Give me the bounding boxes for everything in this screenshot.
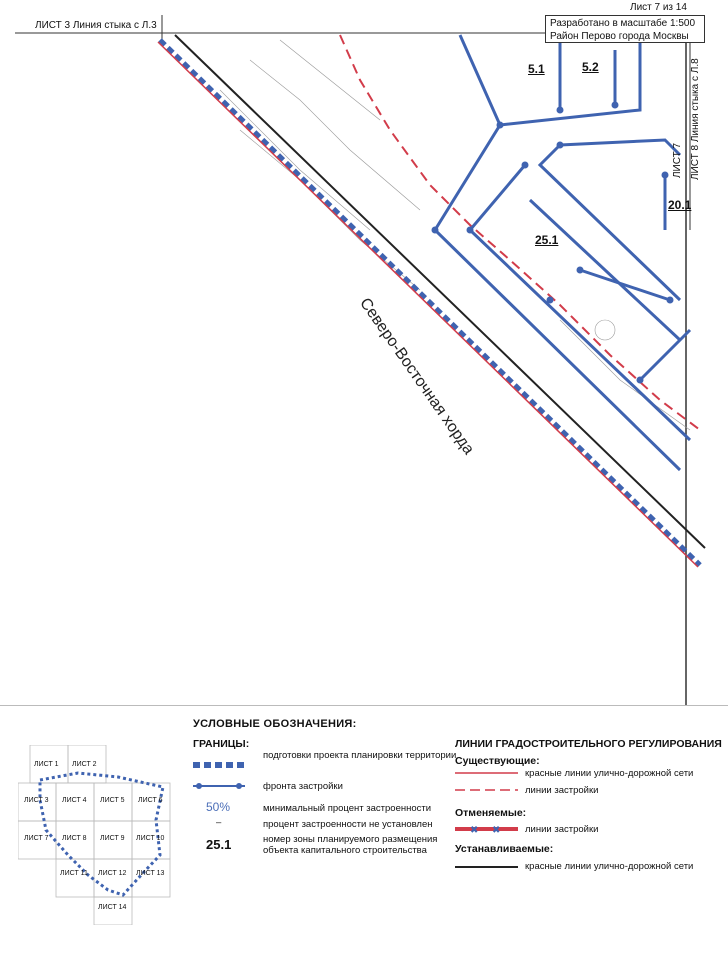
legend-zone-value: 25.1 [206, 837, 232, 852]
cancelled-building-line [158, 42, 698, 567]
legend-building-lines-text: линии застройки [525, 785, 599, 796]
mini-cell-1: ЛИСТ 1 [34, 761, 59, 768]
cancelled-head: Отменяемые: [455, 807, 527, 819]
legend-percent-text: минимальный процент застроенности [263, 803, 432, 814]
planning-boundary [160, 40, 700, 565]
mini-cell-2: ЛИСТ 2 [72, 761, 97, 768]
zone-5-2: 5.2 [582, 60, 599, 74]
legend-cancelled-text: линии застройки [525, 824, 599, 835]
right-joint-label: ЛИСТ 8 Линия стыка с Л.8 [690, 58, 701, 180]
existing-building-line [340, 35, 700, 430]
mini-cell-13: ЛИСТ 13 [136, 870, 165, 877]
existing-head: Существующие: [455, 755, 540, 767]
legend-front-text: фронта застройки [263, 781, 343, 792]
legend-red-lines-text: красные линии улично-дорожной сети [525, 768, 694, 779]
legend-dash-value: – [216, 817, 222, 828]
legend-percent-value: 50% [206, 800, 231, 814]
page-number: Лист 7 из 14 [630, 2, 687, 13]
district-line: Район Перово города Москвы [550, 31, 689, 42]
legend-established-text: красные линии улично-дорожной сети [525, 861, 694, 872]
mini-cell-5: ЛИСТ 5 [100, 797, 125, 804]
mini-cell-10: ЛИСТ 10 [136, 835, 165, 842]
established-head: Устанавливаемые: [455, 843, 554, 855]
zone-5-1: 5.1 [528, 62, 545, 76]
left-joint-label: ЛИСТ 3 Линия стыка с Л.3 [35, 20, 157, 31]
mini-cell-12: ЛИСТ 12 [98, 870, 127, 877]
legend-title: УСЛОВНЫЕ ОБОЗНАЧЕНИЯ: [193, 718, 357, 730]
zone-25-1: 25.1 [535, 233, 559, 247]
regulation-head: ЛИНИИ ГРАДОСТРОИТЕЛЬНОГО РЕГУЛИРОВАНИЯ [455, 738, 722, 750]
scale-box [545, 15, 705, 43]
legend-dash-text: процент застроенности не установлен [263, 819, 433, 830]
right-sheet-label: ЛИСТ 7 [672, 142, 683, 178]
mini-cell-3: ЛИСТ 3 [24, 797, 49, 804]
legend-zone-text: номер зоны планируемого размещения объекта капитального строительства [263, 834, 438, 856]
mini-cell-4: ЛИСТ 4 [62, 797, 87, 804]
mini-cell-8: ЛИСТ 8 [62, 835, 87, 842]
building-fronts [435, 35, 690, 470]
legend-planning-text: подготовки проекта планировки территории [263, 750, 457, 761]
mini-cell-7: ЛИСТ 7 [24, 835, 49, 842]
scale-line: Разработано в масштабе 1:500 [550, 18, 696, 29]
mini-cell-6: ЛИСТ 6 [138, 797, 163, 804]
svg-text:✖: ✖ [470, 825, 479, 836]
mini-cell-11: ЛИСТ 11 [60, 870, 88, 877]
mini-cell-14: ЛИСТ 14 [98, 904, 127, 911]
zone-20-1: 20.1 [668, 198, 692, 212]
legend-divider [0, 705, 728, 706]
road-name: Северо-Восточная хорда [356, 295, 478, 458]
borders-head: ГРАНИЦЫ: [193, 738, 250, 750]
svg-text:✖: ✖ [492, 825, 501, 836]
mini-cell-9: ЛИСТ 9 [100, 835, 125, 842]
